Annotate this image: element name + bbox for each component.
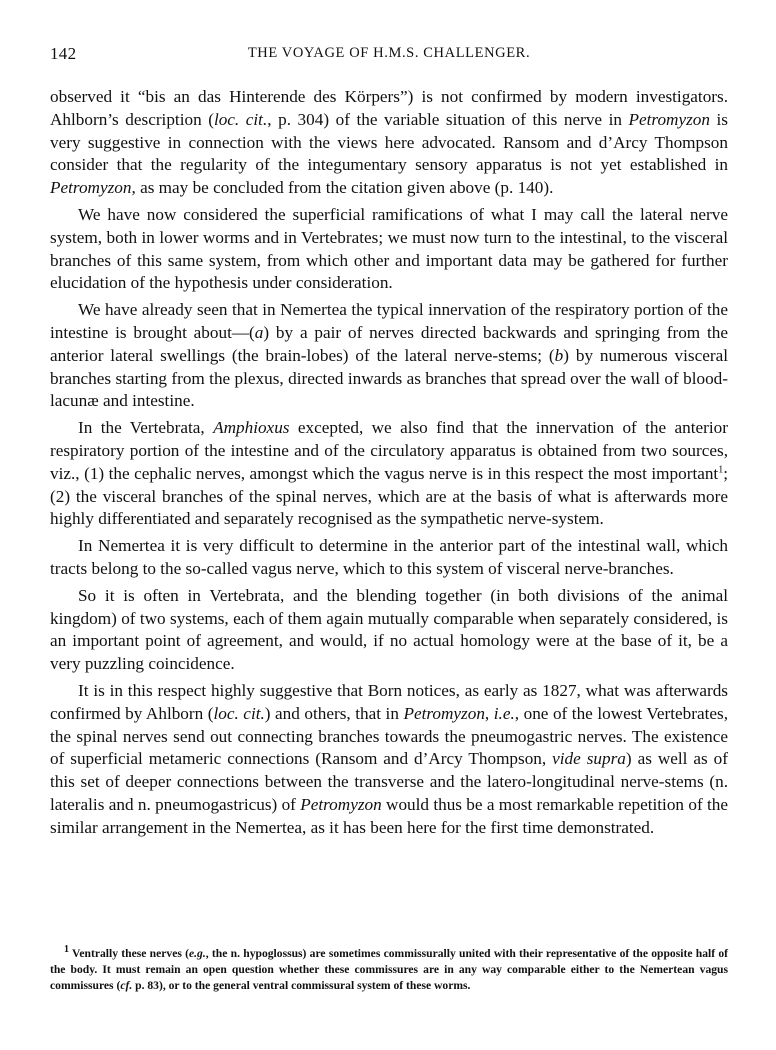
text-run: ) and others, that in <box>264 703 404 723</box>
page-number: 142 <box>50 44 77 63</box>
italic-text: b <box>554 345 564 365</box>
italic-text: loc. cit. <box>213 703 265 723</box>
paragraph <box>50 680 728 840</box>
text-run: ; (2) the visceral branches of the spinal nerves, which are at the basis of what is afterwards more highly differentiated and separately recognised as the sympathetic nerve-system. <box>50 463 728 529</box>
text-run: ) by a pair of nerves directed backwards and springing from the anterior lateral swellings (the brain-lobes) of the lateral nerve-stems; ( <box>50 322 728 365</box>
text-run: So it is often in Vertebrata, and the blending together (in both divisions of the animal kingdom) of two systems, each of them again mutually comparable when separately considered, is an important point of agreement, and would, if no actual homology were at the base of it, be a very puzzling coincidence. <box>50 585 728 674</box>
paragraph <box>50 86 728 200</box>
italic-text: Petromyzon <box>403 703 485 723</box>
italic-text: loc. cit. <box>213 109 268 129</box>
text-run: We have already seen that in Nemertea the typical innervation of the respiratory portion of the intestine is brought about—( <box>50 300 728 342</box>
text-run: , one of the lowest Vertebrates, the spinal nerves send out connecting branches towards the pneumogastric nerves. The existence of superficial metameric connections (Ransom and d’Arcy Thompson, <box>50 703 729 769</box>
italic-text: Amphioxus <box>213 418 290 438</box>
text-run: , p. 304) of the variable situation of this nerve in <box>267 109 629 129</box>
italic-text: a <box>254 322 264 342</box>
paragraph <box>50 299 728 413</box>
footnote <box>50 946 728 994</box>
text-run: In Nemertea it is very difficult to determine in the anterior part of the intestinal wall, which tracts belong to the so-called vagus nerve, which to this system of visceral nerve-branches. <box>50 536 728 578</box>
text-run: Ventrally these nerves ( <box>69 947 189 960</box>
paragraph <box>50 204 728 295</box>
italic-text: Petromyzon <box>628 109 710 129</box>
footnote-marker: 1 <box>64 944 69 956</box>
text-run: is very suggestive in connection with the views here advocated. Ransom and d’Arcy Thompson consider that the regularity of the integumentary sensory apparatus is not yet established in <box>50 109 728 175</box>
paragraph <box>50 585 728 676</box>
italic-text: Petromyzon <box>50 178 132 198</box>
italic-text: vide supra <box>552 749 626 769</box>
text-run: It is in this respect highly suggestive that Born notices, as early as 1827, what was afterwards confirmed by Ahlborn ( <box>50 680 728 723</box>
text-run: , as may be concluded from the citation given above (p. 140). <box>131 178 554 198</box>
italic-text: cf. <box>120 979 133 992</box>
page-header <box>50 44 728 68</box>
text-run: excepted, we also find that the innervation of the anterior respiratory portion of the intestine and of the circulatory apparatus is obtained from two sources, viz., (1) the cephalic nerves, amongst which the vagus nerve is in this respect the most important <box>50 418 728 483</box>
footnote-text <box>50 946 728 994</box>
text-run: p. 83), or to the general ventral commissural system of these worms. <box>132 979 471 992</box>
text-run: observed it “bis an das Hinterende des Körpers”) is not confirmed by modern investigators. Ahlborn’s description ( <box>50 87 728 129</box>
text-run: , the n. hypoglossus) are sometimes commissurally united with their representative of the opposite half of the body. It must remain an open question whether these commissures are in any way comparable either to the Nemertean vagus commissures ( <box>50 947 728 992</box>
text-run: , <box>484 703 494 723</box>
text-run: would thus be a most remarkable repetition of the similar arrangement in the Nemertea, as it has been here for the first time demonstrated. <box>50 794 728 837</box>
footnote-marker: 1 <box>718 464 724 476</box>
text-run: ) as well as of this set of deeper connections between the transverse and the latero-longitudinal nerve-stems (n. lateralis and n. pneumogastricus) of <box>50 749 728 814</box>
italic-text: e.g. <box>189 947 206 960</box>
text-run: We have now considered the superficial ramifications of what I may call the lateral nerve system, both in lower worms and in Vertebrates; we must now turn to the intestinal, to the visceral branches of this same system, from which other and important data may be gathered for further elucidation of the hypothesis under consideration. <box>50 204 728 293</box>
body-text <box>50 86 728 844</box>
paragraph <box>50 417 728 531</box>
paragraph <box>50 535 728 581</box>
italic-text: Petromyzon <box>300 794 382 814</box>
italic-text: i.e. <box>493 703 515 723</box>
running-title: THE VOYAGE OF H.M.S. CHALLENGER. <box>247 45 531 61</box>
text-run: In the Vertebrata, <box>78 418 214 438</box>
text-run: ) by numerous visceral branches starting from the plexus, directed inwards as branches that spread over the wall of blood-lacunæ and intestine. <box>50 345 729 411</box>
